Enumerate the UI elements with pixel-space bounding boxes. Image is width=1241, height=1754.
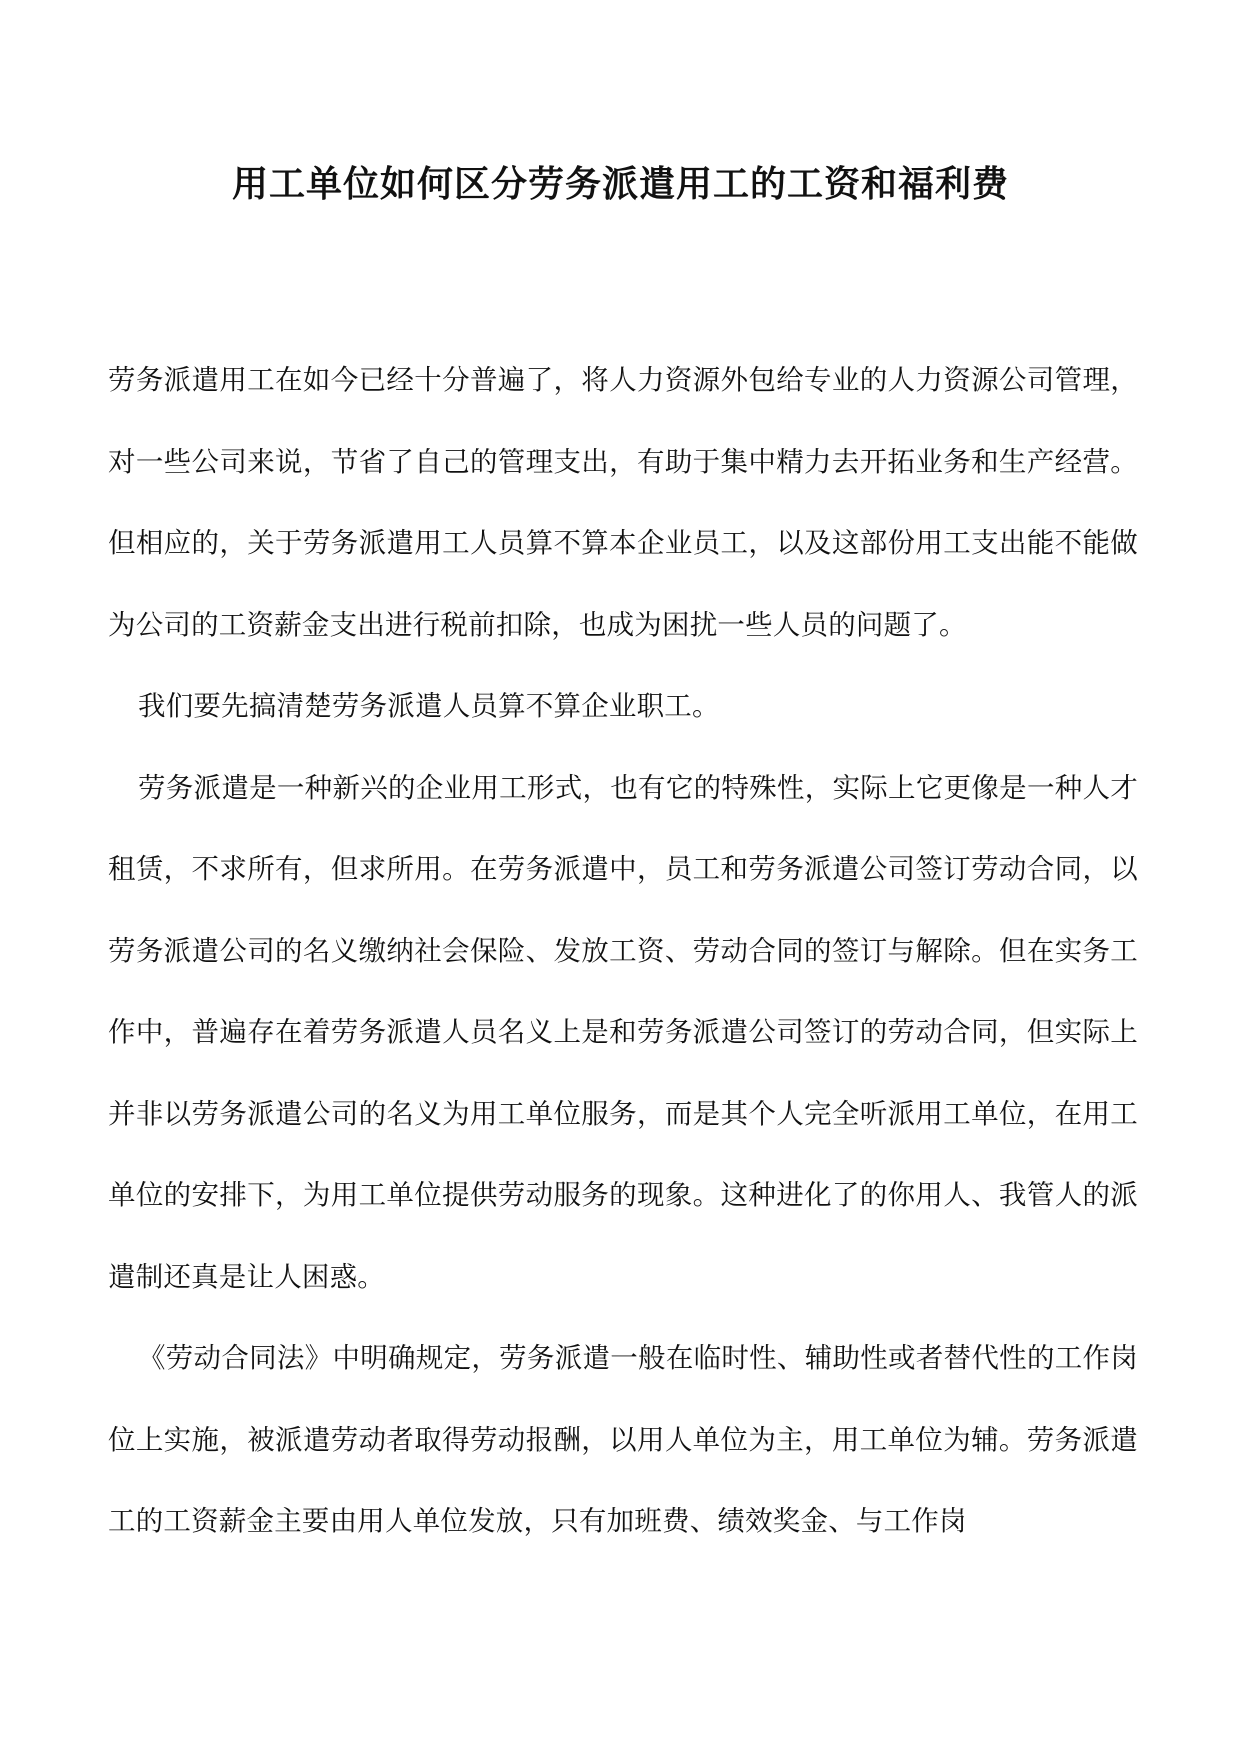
document-body <box>108 340 1138 1563</box>
paragraph-question: 我们要先搞清楚劳务派遣人员算不算企业职工。 <box>138 690 720 722</box>
paragraph-labor-law: 《劳动合同法》中明确规定，劳务派遣一般在临时性、辅助性或者替代性的工作岗位上实施，被派遣劳动者取得劳动报酬，以用人单位为主，用工单位为辅。劳务派遣工的工资薪金主要由用人单位发放，只有加班费、绩效奖金、与工作岗 <box>108 1342 1138 1537</box>
paragraph-intro: 劳务派遣用工在如今已经十分普遍了，将人力资源外包给专业的人力资源公司管理，对一些公司来说，节省了自己的管理支出，有助于集中精力去开拓业务和生产经营。但相应的，关于劳务派遣用工人员算不算本企业员工，以及这部份用工支出能不能做为公司的工资薪金支出进行税前扣除，也成为困扰一些人员的问题了。 <box>108 364 1138 641</box>
document-title: 用工单位如何区分劳务派遣用工的工资和福利费 <box>231 163 1009 205</box>
paragraph-dispatch-explanation: 劳务派遣是一种新兴的企业用工形式，也有它的特殊性，实际上它更像是一种人才租赁，不求所有，但求所用。在劳务派遣中，员工和劳务派遣公司签订劳动合同，以劳务派遣公司的名义缴纳社会保险、发放工资、劳动合同的签订与解除。但在实务工作中，普遍存在着劳务派遣人员名义上是和劳务派遣公司签订的劳动合同，但实际上并非以劳务派遣公司的名义为用工单位服务，而是其个人完全听派用工单位，在用工单位的安排下，为用工单位提供劳动服务的现象。这种进化了的你用人、我管人的派遣制还真是让人困惑。 <box>108 771 1138 1293</box>
